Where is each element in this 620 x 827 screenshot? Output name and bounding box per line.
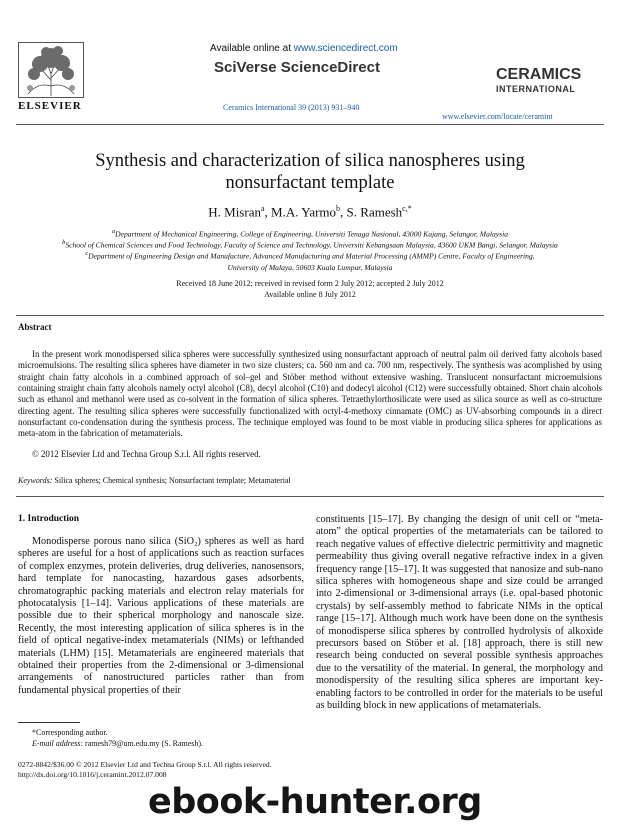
available-online-line (210, 43, 398, 54)
header-divider (16, 124, 604, 125)
author-sup: c,* (402, 204, 412, 213)
received-dates: Received 18 June 2012; received in revised form 2 July 2012; accepted 2 July 2012 (176, 279, 444, 288)
author-name: S. Ramesh (346, 204, 403, 220)
title-line-1: Synthesis and characterization of silica nanospheres using (95, 151, 525, 171)
article-title (20, 150, 600, 194)
footnote-corresponding: *Corresponding author. (32, 728, 108, 737)
platform-name: SciVerse ScienceDirect (214, 59, 380, 76)
footnote-email (32, 739, 203, 748)
journal-logo-subtitle: INTERNATIONAL (496, 84, 576, 94)
footer-doi-link[interactable]: http://dx.doi.org/10.1016/j.ceramint.2012.07.008 (18, 770, 167, 779)
author-name: M.A. Yarmo (271, 204, 337, 220)
journal-logo-title: CERAMICS (496, 66, 582, 83)
abstract-text: In the present work monodispersed silica spheres were successfully synthesized using nonsurfactant approach of neutral palm oil derived fatty alcohols based microemulsions. The resulting silica spheres have diameter in two size clusters; ca. 560 nm and ca. 700 nm, respectively. The synthesis was acomplished by using straight chain fatty alcohols in a combined approach of sol–gel and Stöber method without extensive washing. Translucent nonsurfactant microemulsions containing straight chain fatty alcohols namely octyl alcohol (C8), decyl alcohol (C10) and dodecyl alcohol (C12) were successfully obtained. Short chain alcohols such as ethanol and methanol were used as co-solvent in the formation of silica spheres. Tetraethylorthosilicate were used as silica source as well as co-structure directing agent. The resulting silica spheres were successfully functionalized with octyl-4-methoxy cinnamate (OMC) as UV-absorbing compounds in a direct nonsurfactant co-condensation during the synthesis process. The technique employed was found to be most viable in producing silica spheres for applications as meta-atom in the fabrication of metamaterials. (18, 349, 602, 439)
available-online-date: Available online 8 July 2012 (264, 290, 356, 299)
author-name: H. Misran (208, 204, 261, 220)
affiliation-text-line2: University of Malaya, 50603 Kuala Lumpur, Malaysia (227, 262, 393, 272)
title-line-2: nonsurfactant template (225, 173, 395, 193)
affiliation-text: Department of Engineering Design and Manufacture, Advanced Manufacturing and Material Processing (AMMP) Centre, Faculty of Engineering, (88, 251, 535, 261)
watermark-text: ebook-hunter.org (148, 782, 482, 822)
journal-reference[interactable]: Ceramics International 39 (2013) 931–940 (223, 103, 360, 112)
email-address[interactable]: ramesh79@um.edu.my (S. Ramesh). (85, 739, 204, 748)
keywords-divider (16, 496, 604, 497)
keywords-label: Keywords: (18, 476, 53, 485)
intro-left-column: Monodisperse porous nano silica (SiO₂) spheres as well as hard spheres are useful for a host of applications such as reaction surfaces of complex enzymes, protein deliveries, drug deliveries, nanosensors, hard template for nanocasting, hazardous gases adsorbents, chromatographic packing materials and electron relay materials for photocatalysis [1–14]. Various applications of these materials are possible due to their spherical morphology and nanoscale size. Recently, the most interesting application of silica spheres is in the field of optical negative-index metamaterials (NIMs) or lefthanded materials (LHM) [15]. Metamaterials are engineered materials that obtained their properties from the 2-dimensional or 3-dimensional arrangements of nanostructured particles rather than from fundamental physical properties of their (18, 536, 304, 696)
author-list: H. Misran$^a$, M.A. Yarmo$^b$, S. Ramesh$^{c,*}$ (208, 204, 412, 220)
keywords-line (18, 476, 291, 485)
sciencedirect-link[interactable]: www.sciencedirect.com (293, 43, 398, 54)
keywords-list: Silica spheres; Chemical synthesis; Nonsurfactant template; Metamaterial (54, 476, 291, 485)
abstract-divider (16, 315, 604, 316)
author-sup: a (260, 204, 265, 213)
publisher-name: ELSEVIER (18, 100, 82, 112)
intro-right-column: constituents [15–17]. By changing the design of unit cell or “meta-atom” the optical properties of the metamaterials can be tailored to reach negative values of effective dielectric permittivity and magnetic permeability thus giving overall negative refractive index in a given frequency range [15–17]. It was suggested that nanosize and sub-nano silica spheres with homogeneous shape and size could be arranged into 2-dimensional or 3-dimensional arrays (i.e. opal-based photonic crystals) by self-assembly method to fabricate NIMs in the optical range [15–17]. Although much work have been done on the synthesis of monodisperse silica spheres by controlled hydrolysis of alkoxide precursors based on Stöber et al. [18] approach, there is still new research being conducted on several possible synthesis approaches due to the versatility of the material. In general, the morphology and monodispersity of the resulting silica spheres are important key-enabling factors to be controlled in order for the materials to be useful as building block in new applications of metamaterials. (316, 514, 603, 712)
article-dates (20, 278, 600, 300)
journal-url-link[interactable]: www.elsevier.com/locate/ceramint (442, 112, 553, 121)
available-online-text: Available online at (210, 43, 291, 54)
affiliation-text: School of Chemical Sciences and Food Technology, Faculty of Science and Technology, Universiti Kebangsaan Malaysia, 43600 UKM Bangi, Selangor, Malaysia (65, 240, 558, 250)
abstract-heading: Abstract (18, 322, 52, 332)
email-label: E-mail address: (32, 739, 84, 748)
abstract-copyright: © 2012 Elsevier Ltd and Techna Group S.r.l. All rights reserved. (32, 449, 261, 459)
affiliation-sup: b (62, 239, 66, 246)
footer-issn: 0272-8842/$36.00 © 2012 Elsevier Ltd and Techna Group S.r.l. All rights reserved. (18, 760, 272, 769)
footnote-rule (18, 722, 80, 723)
author-sup: b (336, 204, 341, 213)
affiliation-sup: a (111, 228, 116, 235)
affiliation-text: Department of Mechanical Engineering, College of Engineering, Universiti Tenaga Nasional, 43000 Kajang, Selangor, Malaysia (115, 229, 509, 239)
affiliation-sup: c (85, 250, 89, 257)
section-heading: 1. Introduction (18, 514, 80, 524)
affiliation-c (15, 248, 605, 273)
